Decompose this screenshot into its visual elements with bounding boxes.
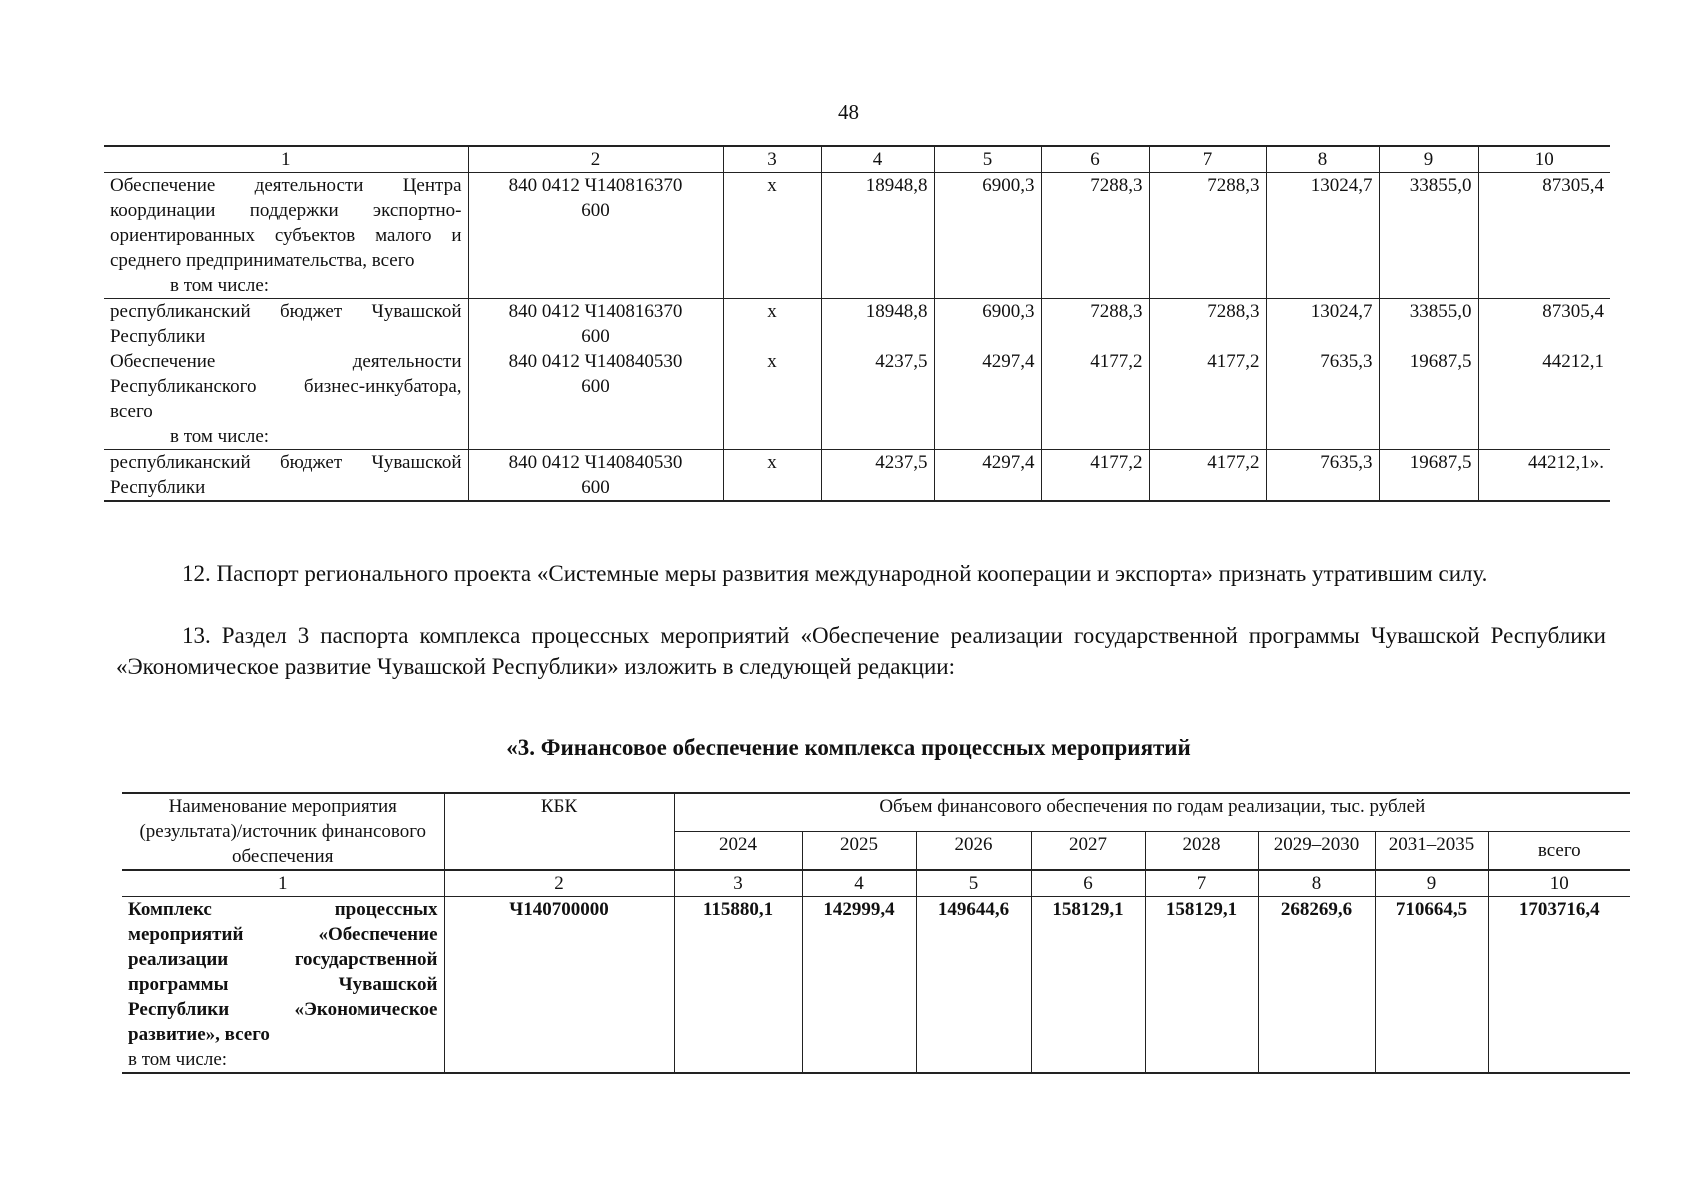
paragraph-12: 12. Паспорт регионального проекта «Системные меры развития международной кооперации и экспорта» признать утратившим силу.: [182, 561, 1488, 586]
kbk-cell: [468, 299, 723, 350]
value-cell: 7635,3: [1266, 349, 1379, 450]
header-cell: 2: [468, 146, 723, 173]
row-sub-label: в том числе:: [170, 426, 270, 447]
kbk-cell: Ч140700000: [444, 897, 674, 1074]
header-cell: 10: [1478, 146, 1610, 173]
header-cell: 7: [1149, 146, 1266, 173]
value-cell: 7288,3: [1149, 299, 1266, 350]
table-row: [104, 173, 1610, 299]
value-cell: 87305,4: [1478, 299, 1610, 350]
value-cell: 710664,5: [1375, 897, 1488, 1074]
funding-table: [122, 792, 1630, 1074]
page-number: 48: [838, 100, 859, 124]
row-sub-label: в том числе:: [128, 1049, 228, 1070]
kbk-line: 600: [581, 200, 610, 221]
value-cell: 7288,3: [1041, 299, 1149, 350]
row-name-cell: [104, 450, 468, 502]
year-cell: 2024: [674, 832, 802, 871]
row-name: республиканский бюджет Чувашской Республики: [110, 301, 462, 347]
row-name: Обеспечение деятельности Центра координации поддержки экспортно-ориентированных субъектов малого и среднего предпринимательства, всего: [110, 175, 462, 271]
table-header-row: [104, 146, 1610, 173]
value-cell: 7288,3: [1041, 173, 1149, 299]
table-row: [104, 299, 1610, 350]
funding-table-continued: [104, 145, 1610, 502]
value-cell: 4237,5: [821, 349, 934, 450]
row-name-cell: [104, 173, 468, 299]
value-cell: 44212,1».: [1478, 450, 1610, 502]
header-volume-cell: Объем финансового обеспечения по годам реализации, тыс. рублей: [674, 793, 1630, 832]
year-cell: 2027: [1031, 832, 1145, 871]
table-row: [122, 897, 1630, 1074]
header-cell: 8: [1258, 870, 1375, 897]
kbk-cell: [468, 450, 723, 502]
value-cell: 4177,2: [1149, 349, 1266, 450]
kbk-line: 840 0412 Ч140816370: [508, 301, 683, 322]
row-name: Обеспечение деятельности Республиканского бизнес-инкубатора, всего: [110, 351, 462, 422]
kbk-cell: [468, 349, 723, 450]
header-cell: 1: [122, 870, 444, 897]
value-cell: 33855,0: [1379, 173, 1478, 299]
value-cell: 4297,4: [934, 450, 1041, 502]
value-cell: 18948,8: [821, 299, 934, 350]
table-row: [104, 349, 1610, 450]
year-cell: всего: [1488, 832, 1630, 871]
value-cell: 4237,5: [821, 450, 934, 502]
value-cell: 6900,3: [934, 299, 1041, 350]
value-cell: 142999,4: [802, 897, 916, 1074]
paragraph-13: 13. Раздел 3 паспорта комплекса процессных мероприятий «Обеспечение реализации государственной программы Чувашской Республики «Экономическое развитие Чувашской Республики» изложить в следующей редакции:: [116, 623, 1606, 679]
value-cell: 4177,2: [1041, 349, 1149, 450]
value-cell: 6900,3: [934, 173, 1041, 299]
kbk-line: 840 0412 Ч140816370: [508, 175, 683, 196]
value-cell: 7288,3: [1149, 173, 1266, 299]
value-cell: 158129,1: [1031, 897, 1145, 1074]
value-cell: 13024,7: [1266, 299, 1379, 350]
header-cell: 4: [821, 146, 934, 173]
table-number-row: [122, 870, 1630, 897]
header-cell: 6: [1031, 870, 1145, 897]
value-cell: 1703716,4: [1488, 897, 1630, 1074]
kbk-line: 840 0412 Ч140840530: [508, 351, 683, 372]
year-cell: 2031–2035: [1375, 832, 1488, 871]
header-name-cell: Наименование мероприятия (результата)/источник финансового обеспечения: [122, 793, 444, 870]
value-cell: 268269,6: [1258, 897, 1375, 1074]
header-cell: 4: [802, 870, 916, 897]
kbk-line: 600: [581, 326, 610, 347]
header-cell: 9: [1379, 146, 1478, 173]
header-cell: 5: [934, 146, 1041, 173]
year-cell: 2028: [1145, 832, 1258, 871]
value-cell: 18948,8: [821, 173, 934, 299]
kbk-line: 600: [581, 376, 610, 397]
value-cell: 13024,7: [1266, 173, 1379, 299]
year-cell: 2025: [802, 832, 916, 871]
year-cell: 2026: [916, 832, 1031, 871]
header-kbk-cell: КБК: [444, 793, 674, 870]
kbk-cell: [468, 173, 723, 299]
table-header-row: [122, 793, 1630, 832]
value-cell: 158129,1: [1145, 897, 1258, 1074]
value-cell: 4177,2: [1149, 450, 1266, 502]
cell: х: [723, 299, 821, 350]
value-cell: 4177,2: [1041, 450, 1149, 502]
header-cell: 10: [1488, 870, 1630, 897]
value-cell: 87305,4: [1478, 173, 1610, 299]
year-cell: 2029–2030: [1258, 832, 1375, 871]
kbk-line: 600: [581, 477, 610, 498]
row-name: республиканский бюджет Чувашской Республики: [110, 452, 462, 498]
header-cell: 2: [444, 870, 674, 897]
table-row: [104, 450, 1610, 502]
row-name: Комплекс процессных мероприятий «Обеспечение реализации государственной программы Чувашской Республики «Экономическое развитие», всего: [128, 899, 438, 1045]
cell: х: [723, 173, 821, 299]
value-cell: 4297,4: [934, 349, 1041, 450]
header-cell: 1: [104, 146, 468, 173]
cell: х: [723, 349, 821, 450]
header-cell: 8: [1266, 146, 1379, 173]
row-name-cell: [122, 897, 444, 1074]
value-cell: 149644,6: [916, 897, 1031, 1074]
header-cell: 5: [916, 870, 1031, 897]
value-cell: 33855,0: [1379, 299, 1478, 350]
kbk-line: 840 0412 Ч140840530: [508, 452, 683, 473]
row-name-cell: [104, 349, 468, 450]
value-cell: 7635,3: [1266, 450, 1379, 502]
value-cell: 44212,1: [1478, 349, 1610, 450]
header-cell: 6: [1041, 146, 1149, 173]
value-cell: 19687,5: [1379, 349, 1478, 450]
section-title: «3. Финансовое обеспечение комплекса процессных мероприятий: [506, 735, 1191, 760]
header-cell: 9: [1375, 870, 1488, 897]
row-sub-label: в том числе:: [170, 275, 270, 296]
row-name-cell: [104, 299, 468, 350]
cell: х: [723, 450, 821, 502]
header-cell: 3: [674, 870, 802, 897]
value-cell: 19687,5: [1379, 450, 1478, 502]
header-cell: 3: [723, 146, 821, 173]
header-cell: 7: [1145, 870, 1258, 897]
value-cell: 115880,1: [674, 897, 802, 1074]
